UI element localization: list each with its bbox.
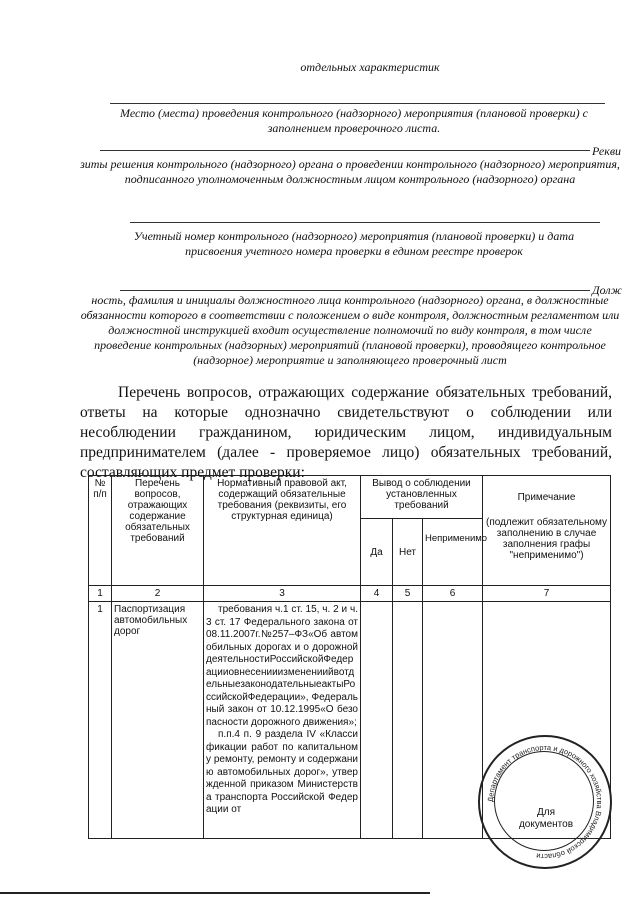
bottom-rule [0, 892, 430, 894]
header-conclusion: Вывод о соблюдении установленных требований [361, 476, 483, 519]
row-1-act-part-1: требования ч.1 ст. 15, ч. 2 и ч. 3 ст. 17 Федерального закона от08.11.2007г.№257–ФЗ«Об автомобильных дорогах и о дорожнойдеятельностиРоссийскойФедерацииовнесенииизменениийвотдельныезаконодательныеактыРоссийскойФедерации», Федеральный закон от 10.12.1995«О безопасности дорожного движения»; [206, 604, 358, 728]
col-number-5: 5 [393, 586, 423, 602]
header-question-list: Перечень вопросов, отражающих содержание обязательных требований [112, 476, 204, 586]
col-number-6: 6 [423, 586, 483, 602]
header-no: Нет [393, 519, 423, 586]
row-1-num: 1 [89, 602, 112, 839]
underline-1 [110, 103, 605, 104]
row-1-question: Паспортизация автомобильных дорог [112, 602, 204, 839]
stamp-ring-label: Департамент транспорта и дорожного хозяйства Владимирской области [485, 742, 605, 862]
header-note-title: Примечание [517, 492, 576, 503]
header-line-0: отдельных характеристик [300, 60, 440, 74]
header-yes: Да [361, 519, 393, 586]
header-line-1: Место (места) проведения контрольного (надзорного) мероприятия (плановой проверки) с заполнением проверочного листа. [120, 106, 588, 135]
underline-3 [130, 222, 600, 223]
header-not-applicable: Неприменимо [423, 519, 483, 586]
row-1-legal-act [204, 602, 361, 839]
header-line-4: ность, фамилия и инициалы должностного лица контрольного (надзорного) органа, в должностные обязанности которого в соответствии с положением о виде контроля, должностным регламентом или должностной инструкцией входит осуществление полномочий по виду контроля, в том числе проведение контрольных (надзорных) мероприятий (плановой проверки), проводящего контрольное (надзорное) мероприятие и заполняющего проверочный лист [80, 293, 620, 367]
header-legal-act: Нормативный правовой акт, содержащий обязательные требования (реквизиты, его структурная единица) [204, 476, 361, 586]
row-1-act-part-2: п.п.4 п. 9 раздела IV «Классификации работ по капитальному ремонту, ремонту и содержанию автомобильных дорог», утвержденной приказом Министерства транспорта Российской Федерации от [206, 729, 358, 815]
header-line-4-right: Долж [592, 283, 622, 297]
row-1-not-applicable[interactable] [423, 602, 483, 839]
col-number-3: 3 [204, 586, 361, 602]
col-number-7: 7 [483, 586, 611, 602]
underline-4 [120, 290, 590, 291]
row-1-yes[interactable] [361, 602, 393, 839]
header-line-2: зиты решения контрольного (надзорного) органа о проведении контрольного (надзорного) мероприятия, подписанного уполномоченным должностным лицом контрольного (надзорного) органа [80, 157, 620, 186]
stamp-center-text: Для документов [518, 807, 574, 830]
col-number-1: 1 [89, 586, 112, 602]
header-line-3: Учетный номер контрольного (надзорного) мероприятия (плановой проверки) и дата присвоения учетного номера проверки в едином реестре проверок [133, 229, 575, 258]
stamp-seal [478, 735, 612, 869]
header-line-2-right: Рекви [592, 144, 622, 158]
row-1-no[interactable] [393, 602, 423, 839]
header-num: № п/п [89, 476, 112, 586]
stamp-ring-text [480, 737, 610, 867]
col-number-2: 2 [112, 586, 204, 602]
svg-text:Департамент транспорта и дорож [486, 743, 604, 861]
col-number-4: 4 [361, 586, 393, 602]
intro-paragraph: Перечень вопросов, отражающих содержание обязательных требований, ответы на которые однозначно свидетельствуют о соблюдении или несоблюдении гражданином, юридическим лицом, индивидуальным предпринимателем (далее - проверяемое лицо) обязательных требований, составляющих предмет проверки: [80, 384, 612, 481]
underline-2 [100, 150, 590, 151]
header-note [483, 476, 611, 586]
header-note-subtitle: (подлежит обязательному заполнению в случае заполнения графы "неприменимо") [485, 517, 608, 561]
